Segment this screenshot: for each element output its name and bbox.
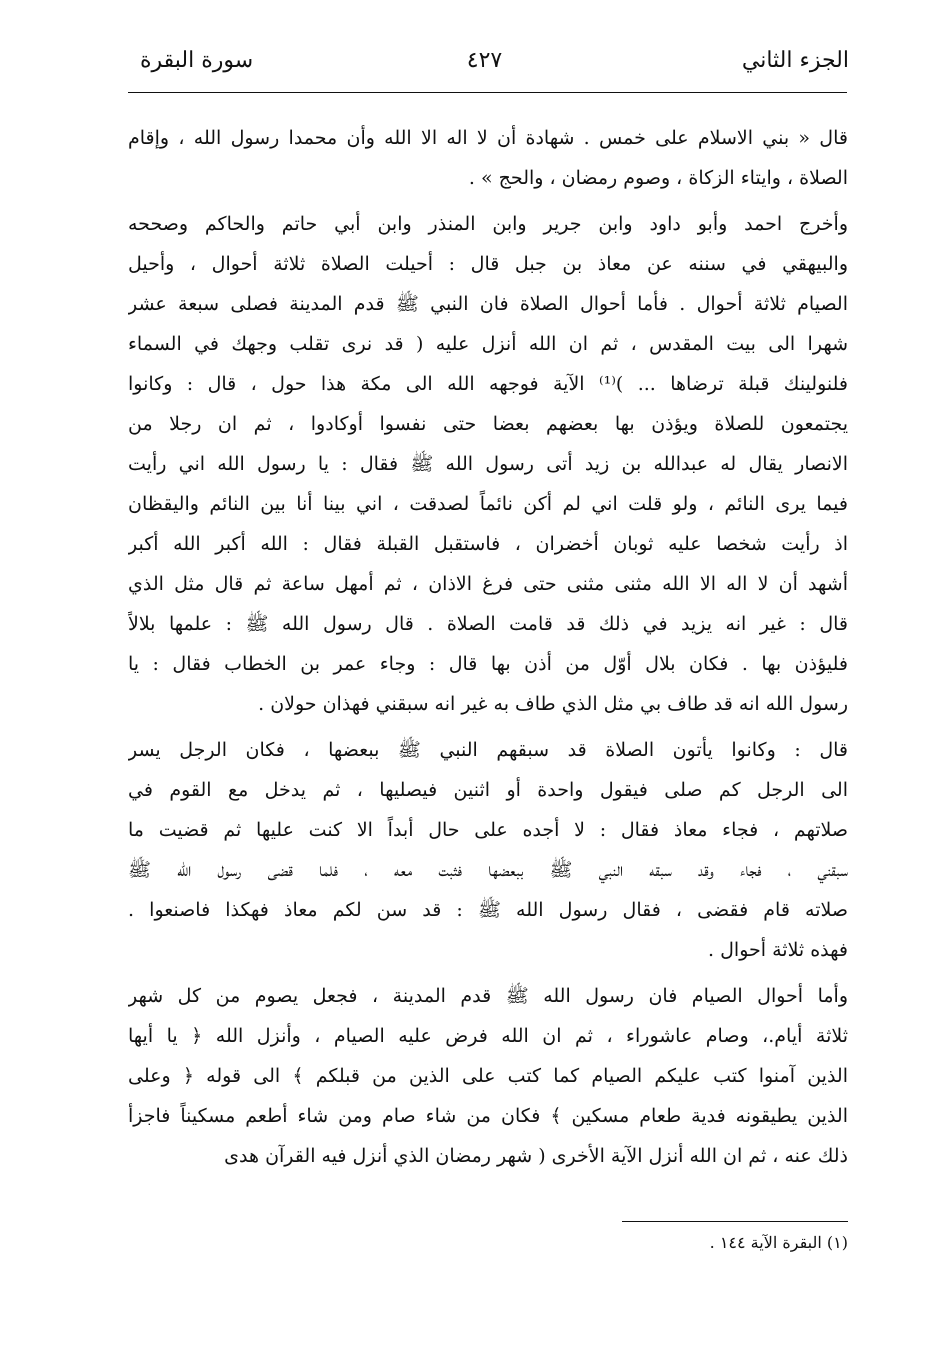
text-line: سبقني ، فجاء وقد سبقه النبي ﷺ ببعضها فثبت معه ، فلما قضى رسول الله ﷺ bbox=[128, 859, 848, 881]
text-line: ذلك عنه ، ثم ان الله أنزل الآية الأخرى ( شهر رمضان الذي أنزل فيه القرآن هدى bbox=[224, 1145, 848, 1167]
text-line: ثلاثة أيام.، وصام عاشوراء ، ثم ان الله فرض عليه الصيام ، وأنزل الله ﴿ يا أيها bbox=[128, 1025, 848, 1047]
text-line: فهذه ثلاثة أحوال . bbox=[708, 939, 848, 961]
text-line: أشهد أن لا اله الا الله مثنى مثنى حتى فرغ الاذان ، ثم أمهل ساعة ثم قال مثل الذي bbox=[128, 573, 848, 595]
body-text bbox=[128, 118, 848, 1176]
text-line: قال « بني الاسلام على خمس . شهادة أن لا اله الا الله وأن محمدا رسول الله ، وإقام bbox=[128, 127, 848, 149]
text-line: الذين آمنوا كتب عليكم الصيام كما كتب على الذين من قبلكم ﴾ الى قوله ﴿ وعلى bbox=[128, 1065, 848, 1087]
footnote: (١) البقرة الآية ١٤٤ . bbox=[709, 1233, 848, 1252]
header-divider bbox=[128, 92, 847, 93]
text-line: فلنولينك قبلة ترضاها ... )⁽¹⁾ الآية فوجهه الله الى مكة هذا حول ، قال : وكانوا bbox=[128, 373, 848, 395]
text-line: وأما أحوال الصيام فان رسول الله ﷺ قدم المدينة ، فجعل يصوم من كل شهر bbox=[128, 985, 848, 1007]
text-line: فليؤذن بها . فكان بلال أوّل من أذن بها قال : وجاء عمر بن الخطاب فقال : يا bbox=[128, 653, 848, 675]
text-line: صلاتهم ، فجاء معاذ فقال : لا أجده على حال أبداً الا كنت عليها ثم قضيت ما bbox=[128, 819, 848, 841]
text-line: قال : غير انه يزيد في ذلك قد قامت الصلاة . قال رسول الله ﷺ : علمها بلالاً bbox=[128, 613, 848, 635]
text-line: الذين يطيقونه فدية طعام مسكين ﴾ فكان من شاء صام ومن شاء أطعم مسكيناً فاجزأ bbox=[128, 1105, 848, 1127]
text-line: فيما يرى النائم ، ولو قلت اني لم أكن نائماً لصدقت ، اني بينا أنا بين النائم واليقظان bbox=[128, 493, 848, 515]
text-line: الصيام ثلاثة أحوال . فأما أحوال الصلاة فان النبي ﷺ قدم المدينة فصلى سبعة عشر bbox=[128, 293, 848, 315]
footnote-divider bbox=[622, 1221, 848, 1222]
text-line: الى الرجل كم صلى فيقول واحدة أو اثنين فيصليها ، ثم يدخل مع القوم في bbox=[128, 779, 848, 801]
surah-title: سورة البقرة bbox=[140, 48, 254, 73]
text-line: رسول الله انه قد طاف بي مثل الذي طاف به غير انه سبقني فهذان حولان . bbox=[258, 693, 848, 715]
text-line: اذ رأيت شخصا عليه ثوبان أخضران ، فاستقبل القبلة فقال : الله أكبر الله أكبر bbox=[128, 533, 848, 555]
text-line: الانصار يقال له عبدالله بن زيد أتى رسول الله ﷺ فقال : يا رسول الله اني رأيت bbox=[128, 453, 848, 475]
paragraph bbox=[128, 730, 848, 970]
paragraph bbox=[128, 118, 848, 198]
page-number: ٤٢٧ bbox=[466, 48, 503, 73]
text-line: قال : وكانوا يأتون الصلاة قد سبقهم النبي ﷺ ببعضها ، فكان الرجل يسر bbox=[128, 739, 848, 761]
text-line: والبيهقي في سننه عن معاذ بن جبل قال : أحيلت الصلاة ثلاثة أحوال ، وأحيل bbox=[128, 253, 848, 275]
text-line: الصلاة ، وايتاء الزكاة ، وصوم رمضان ، والحج » . bbox=[468, 167, 848, 189]
paragraph bbox=[128, 204, 848, 724]
part-title: الجزء الثاني bbox=[741, 48, 849, 73]
page-header bbox=[120, 48, 849, 86]
text-line: شهرا الى بيت المقدس ، ثم ان الله أنزل عليه ( قد نرى تقلب وجهك في السماء bbox=[128, 333, 848, 355]
paragraph bbox=[128, 976, 848, 1176]
text-line: صلاته قام فقضى ، فقال رسول الله ﷺ : قد سن لكم معاذ فهكذا فاصنعوا . bbox=[128, 899, 848, 921]
text-line: يجتمعون للصلاة ويؤذن بها بعضهم بعضا حتى نفسوا أوكادوا ، ثم ان رجلا من bbox=[128, 413, 848, 435]
text-line: وأخرج احمد وأبو داود وابن جرير وابن المنذر وابن أبي حاتم والحاكم وصححه bbox=[128, 213, 848, 235]
